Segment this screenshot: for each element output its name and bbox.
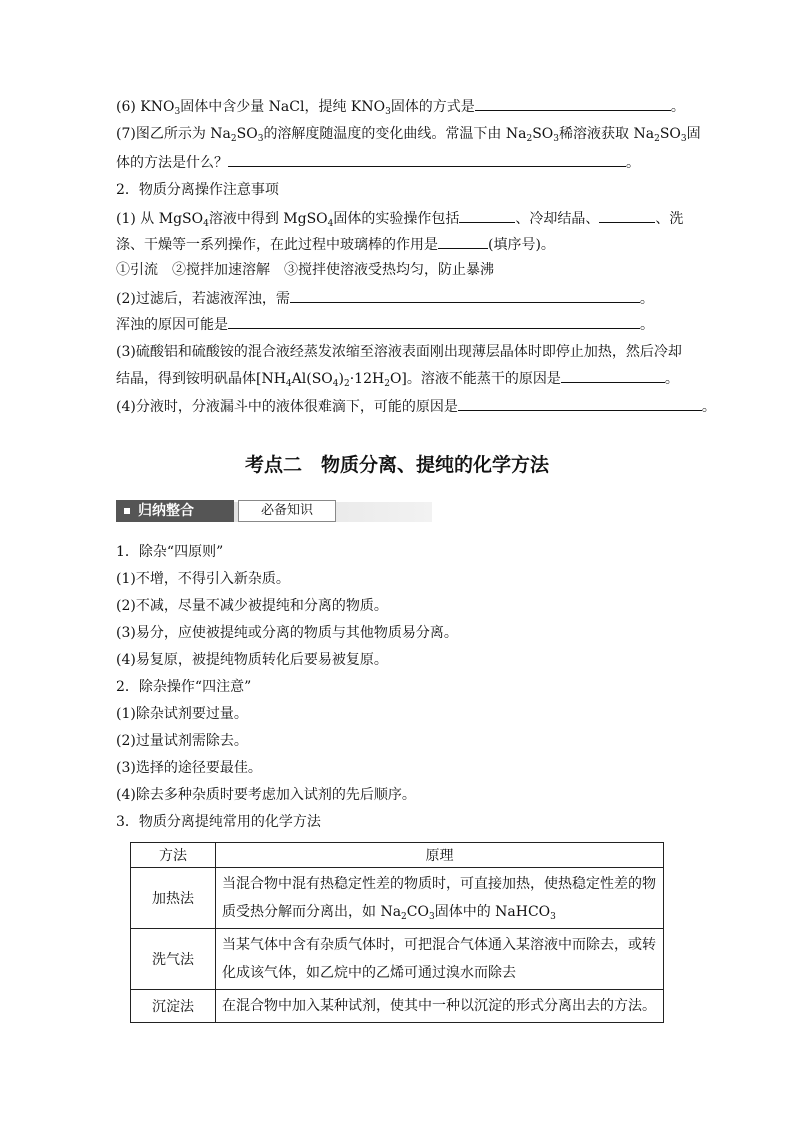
method-principle: 在混合物中加入某种试剂，使其中一种以沉淀的形式分离出去的方法。 xyxy=(216,990,664,1023)
section-2-options: ①引流 ②搅拌加速溶解 ③搅拌使溶液受热均匀，防止暴沸 xyxy=(116,262,494,278)
question-6 xyxy=(116,96,685,117)
s2-q3-period: 。 xyxy=(664,371,679,387)
part-2-item: (3)选择的途径要最佳。 xyxy=(116,760,262,776)
part-2-item: (1)除杂试剂要过量。 xyxy=(116,706,248,722)
q7-text: 的溶解度随温度的变化曲线。常温下由 Na xyxy=(263,126,527,142)
principle-text: 固体中的 NaHCO xyxy=(434,904,551,920)
answer-blank-s2-q2-b[interactable] xyxy=(228,314,640,329)
methods-table xyxy=(130,842,664,1023)
s2-q2-period: 。 xyxy=(640,317,654,333)
answer-blank-s2-q1-a[interactable] xyxy=(459,208,515,223)
s2-q1-text: (填序号)。 xyxy=(488,237,555,253)
part-2-item: (2)过量试剂需除去。 xyxy=(116,733,248,749)
square-bullet-icon xyxy=(124,508,130,514)
banner-dark-label: 归纳整合 xyxy=(138,503,194,519)
answer-blank-s2-q3[interactable] xyxy=(561,368,665,383)
table-row xyxy=(131,868,664,929)
q6-text: 固体中含少量 NaCl，提纯 KNO xyxy=(180,99,386,115)
s2-q1-text: 、冷却结晶、 xyxy=(515,211,600,227)
part-1-item: (4)易复原，被提纯物质转化后要易被复原。 xyxy=(116,652,388,668)
part-1-heading: 1．除杂“四原则” xyxy=(116,544,224,560)
s2-q2-period: 。 xyxy=(639,291,654,307)
s2-q2-text: (2)过滤后，若滤液浑浊，需 xyxy=(116,291,290,307)
section-2-q2-line-2 xyxy=(116,314,654,335)
s2-q1-text: 溶液中得到 MgSO xyxy=(208,211,328,227)
method-name: 加热法 xyxy=(131,868,216,929)
q7-subscript: 3 xyxy=(680,134,687,144)
q7-text: SO xyxy=(659,126,681,142)
s2-q1-text: (1) 从 MgSO xyxy=(116,211,204,227)
s2-q1-subscript: 4 xyxy=(327,219,334,229)
s2-q3-text: 结晶，得到铵明矾晶体[NH xyxy=(116,371,286,387)
part-3-heading: 3．物质分离提纯常用的化学方法 xyxy=(116,814,321,830)
q7-text: SO xyxy=(532,126,554,142)
q7-period: 。 xyxy=(626,155,640,171)
table-header-method: 方法 xyxy=(131,843,216,868)
q6-subscript: 3 xyxy=(385,107,391,117)
section-banner xyxy=(116,500,432,524)
principle-subscript: 3 xyxy=(428,912,435,922)
q7-subscript: 2 xyxy=(654,134,660,144)
principle-text: 当混合物中混有热稳定性差的物质时，可直接加热，使热稳定性差的物质受热分解而分离出，如 Na xyxy=(222,876,656,920)
q7-text: (7)图乙所示为 Na xyxy=(116,126,231,142)
table-header-principle: 原理 xyxy=(216,843,664,868)
q7-subscript: 2 xyxy=(526,134,533,144)
s2-q3-subscript: 4 xyxy=(332,379,339,389)
question-7-line-2 xyxy=(116,152,640,173)
q7-text: 体的方法是什么？ xyxy=(116,155,228,171)
answer-blank-s2-q4[interactable] xyxy=(458,396,702,411)
s2-q3-text: O]。溶液不能蒸干的原因是 xyxy=(389,371,561,387)
s2-q3-subscript: 4 xyxy=(285,379,292,389)
s2-q4-period: 。 xyxy=(701,399,716,415)
s2-q2-text: 浑浊的原因可能是 xyxy=(116,317,228,333)
s2-q3-text: ) xyxy=(338,371,344,387)
q6-period: 。 xyxy=(670,99,685,115)
section-2-q1-line-1 xyxy=(116,208,683,229)
section-title: 考点二 物质分离、提纯的化学方法 xyxy=(244,454,549,476)
part-1-item: (2)不减，尽量不减少被提纯和分离的物质。 xyxy=(116,598,388,614)
section-2-q4-line xyxy=(116,396,716,417)
q7-subscript: 2 xyxy=(230,134,237,144)
principle-subscript: 3 xyxy=(550,912,556,922)
q7-text: 稀溶液获取 Na xyxy=(559,126,655,142)
q6-subscript: 3 xyxy=(174,107,181,117)
section-2-q3-line-2 xyxy=(116,368,679,389)
answer-blank-q6[interactable] xyxy=(475,96,671,111)
table-row xyxy=(131,990,664,1023)
q7-subscript: 3 xyxy=(257,134,264,144)
principle-subscript: 2 xyxy=(401,912,407,922)
question-7-line-1 xyxy=(116,124,701,144)
method-principle xyxy=(216,868,664,929)
s2-q3-text: Al(SO xyxy=(291,371,333,387)
part-1-item: (1)不增，不得引入新杂质。 xyxy=(116,571,290,587)
method-name: 沉淀法 xyxy=(131,990,216,1023)
q7-subscript: 3 xyxy=(553,134,560,144)
part-2-heading: 2．除杂操作“四注意” xyxy=(116,679,252,695)
s2-q1-subscript: 4 xyxy=(203,219,209,229)
section-2-q1-line-2 xyxy=(116,234,555,255)
part-2-item: (4)除去多种杂质时要考虑加入试剂的先后顺序。 xyxy=(116,787,416,803)
banner-light-tab: 必备知识 xyxy=(238,500,336,522)
s2-q3-subscript: 2 xyxy=(343,379,350,389)
s2-q4-text: (4)分液时，分液漏斗中的液体很难滴下，可能的原因是 xyxy=(116,399,458,415)
q6-text: 固体的方式是 xyxy=(390,99,475,115)
s2-q1-text: 固体的实验操作包括 xyxy=(333,211,460,227)
s2-q3-text: ·12H xyxy=(349,371,385,387)
answer-blank-s2-q1-b[interactable] xyxy=(599,208,655,223)
part-1-item: (3)易分，应使被提纯或分离的物质与其他物质易分离。 xyxy=(116,625,458,641)
section-2-heading: 2．物质分离操作注意事项 xyxy=(116,182,279,198)
q6-text: (6) KNO xyxy=(116,99,175,115)
answer-blank-q7[interactable] xyxy=(228,152,626,167)
section-2-q2-line-1 xyxy=(116,288,654,309)
method-principle: 当某气体中含有杂质气体时，可把混合气体通入某溶液中而除去，或转化成该气体，如乙烷中的乙烯可通过溴水而除去 xyxy=(216,929,664,990)
table-row xyxy=(131,929,664,990)
principle-text: CO xyxy=(406,904,429,920)
s2-q1-text: 、洗 xyxy=(655,211,684,227)
method-name: 洗气法 xyxy=(131,929,216,990)
q7-text: 固 xyxy=(686,126,701,142)
answer-blank-s2-q1-c[interactable] xyxy=(438,234,488,249)
table-header-row xyxy=(131,843,664,868)
s2-q1-text: 涤、干燥等一系列操作，在此过程中玻璃棒的作用是 xyxy=(116,237,438,253)
section-2-q3-line-1: (3)硫酸铝和硫酸铵的混合液经蒸发浓缩至溶液表面刚出现薄层晶体时即停止加热，然后冷却 xyxy=(116,344,682,360)
banner-dark-tab xyxy=(116,500,234,522)
answer-blank-s2-q2-a[interactable] xyxy=(290,288,640,303)
s2-q3-subscript: 2 xyxy=(384,379,390,389)
q7-text: SO xyxy=(236,126,258,142)
